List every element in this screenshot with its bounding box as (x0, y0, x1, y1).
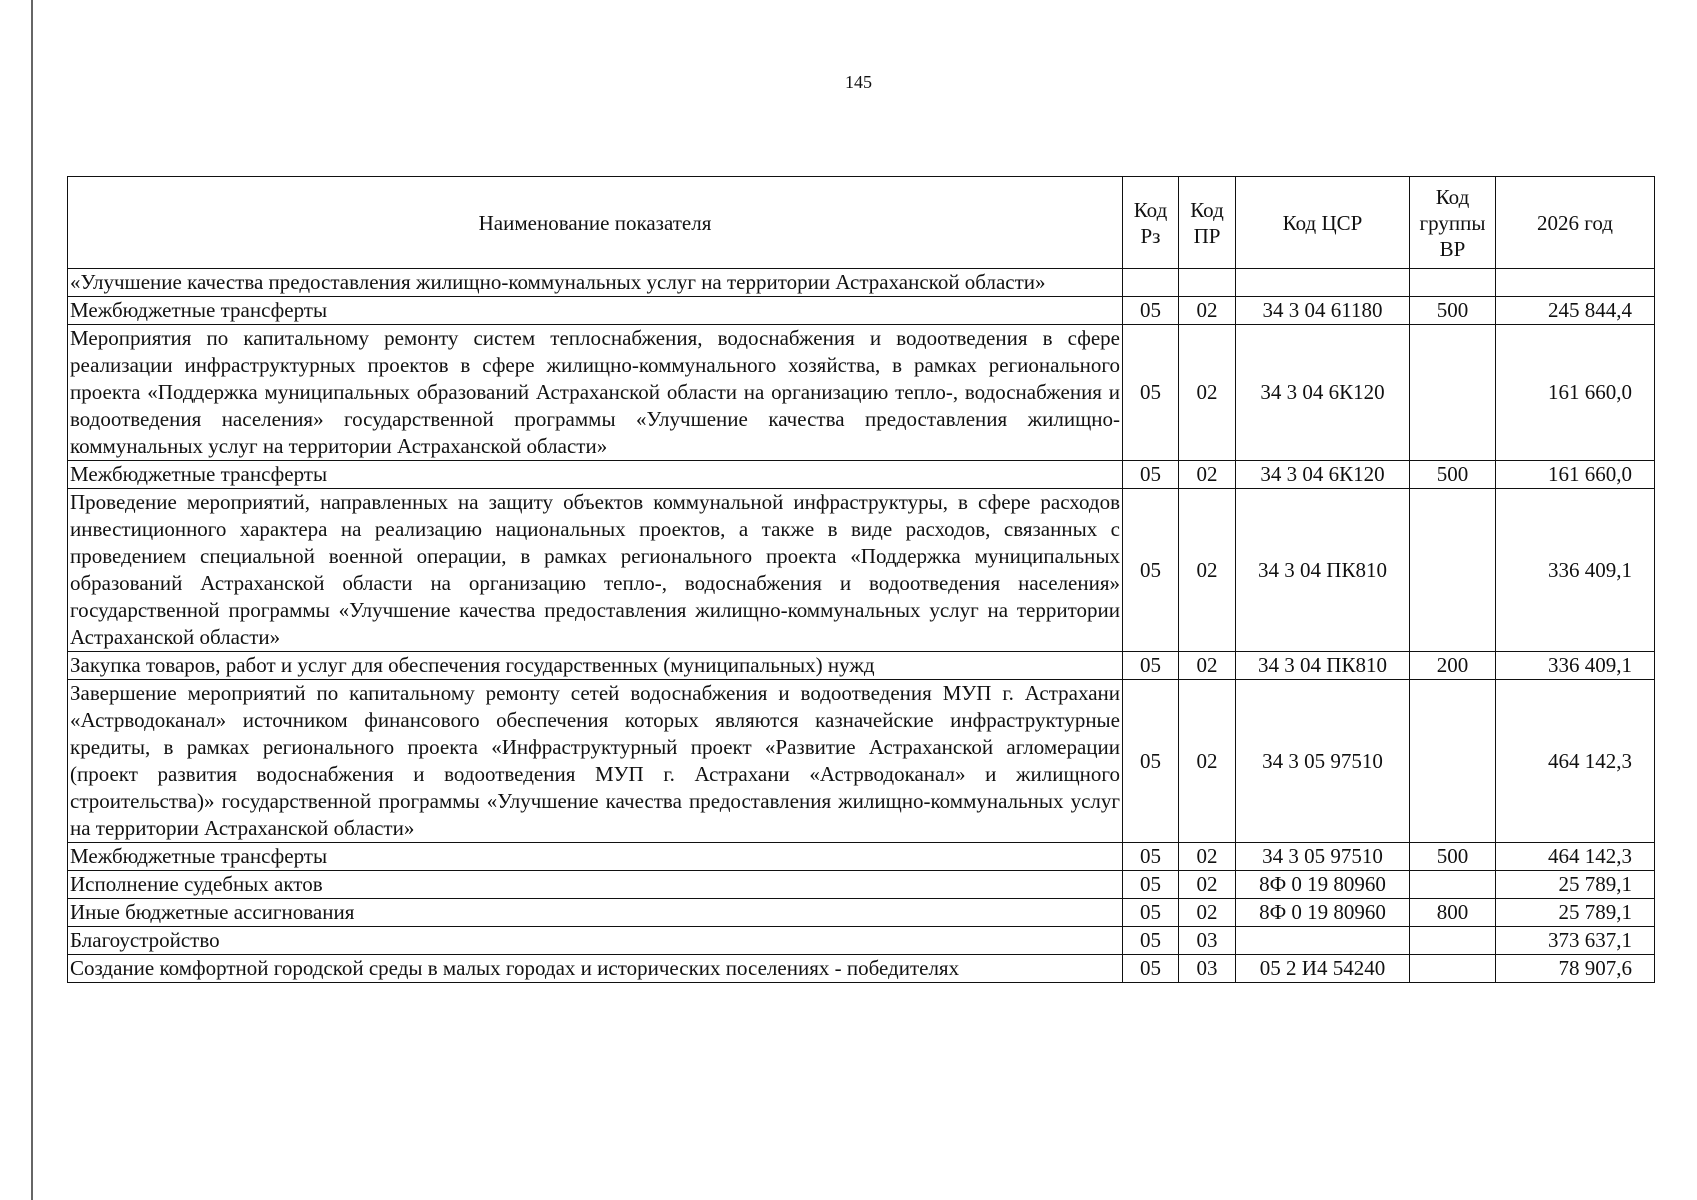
cell-rz: 05 (1123, 461, 1179, 489)
header-rz: Код Рз (1123, 177, 1179, 269)
cell-name: Завершение мероприятий по капитальному ремонту сетей водоснабжения и водоотведения МУП г. Астрахани «Астрводоканал» источником финансового обеспечения которых являются казначейские инфраструктурные кредиты, в рамках регионального проекта «Инфраструктурный проект «Развитие Астраханской агломерации (проект развития водоснабжения и водоотведения МУП г. Астрахани «Астрводоканал» и жилищного строительства)» государственной программы «Улучшение качества предоставления жилищно-коммунальных услуг на территории Астраханской области» (68, 680, 1123, 843)
cell-name: Межбюджетные трансферты (68, 297, 1123, 325)
page-number: 145 (845, 72, 872, 92)
table-header-row (68, 177, 1655, 269)
cell-rz: 05 (1123, 871, 1179, 899)
cell-rz: 05 (1123, 325, 1179, 461)
cell-rz: 05 (1123, 955, 1179, 983)
header-pr: Код ПР (1179, 177, 1236, 269)
cell-name: Закупка товаров, работ и услуг для обеспечения государственных (муниципальных) нужд (68, 652, 1123, 680)
cell-rz: 05 (1123, 297, 1179, 325)
cell-rz: 05 (1123, 680, 1179, 843)
cell-csr: 05 2 И4 54240 (1236, 955, 1410, 983)
cell-pr: 02 (1179, 871, 1236, 899)
header-vr: Код группы ВР (1410, 177, 1496, 269)
cell-csr: 8Ф 0 19 80960 (1236, 871, 1410, 899)
cell-vr: 200 (1410, 652, 1496, 680)
cell-pr: 02 (1179, 680, 1236, 843)
cell-csr: 34 3 04 61180 (1236, 297, 1410, 325)
cell-name: Создание комфортной городской среды в малых городах и исторических поселениях - победителях (68, 955, 1123, 983)
cell-amount (1496, 269, 1655, 297)
cell-pr: 02 (1179, 325, 1236, 461)
cell-amount: 161 660,0 (1496, 461, 1655, 489)
table-row (68, 899, 1655, 927)
cell-csr: 34 3 05 97510 (1236, 843, 1410, 871)
cell-name: Исполнение судебных актов (68, 871, 1123, 899)
cell-amount: 25 789,1 (1496, 899, 1655, 927)
cell-csr: 34 3 05 97510 (1236, 680, 1410, 843)
cell-vr (1410, 269, 1496, 297)
table-row (68, 297, 1655, 325)
cell-amount: 464 142,3 (1496, 680, 1655, 843)
cell-name: Межбюджетные трансферты (68, 843, 1123, 871)
cell-vr: 500 (1410, 843, 1496, 871)
cell-pr (1179, 269, 1236, 297)
table-body (68, 269, 1655, 983)
cell-amount: 464 142,3 (1496, 843, 1655, 871)
cell-rz: 05 (1123, 843, 1179, 871)
table-row (68, 489, 1655, 652)
cell-vr (1410, 927, 1496, 955)
cell-csr: 34 3 04 6К120 (1236, 325, 1410, 461)
cell-vr (1410, 680, 1496, 843)
cell-vr (1410, 871, 1496, 899)
table-row (68, 955, 1655, 983)
cell-csr (1236, 269, 1410, 297)
cell-pr: 03 (1179, 955, 1236, 983)
cell-csr: 8Ф 0 19 80960 (1236, 899, 1410, 927)
cell-pr: 02 (1179, 652, 1236, 680)
header-year: 2026 год (1496, 177, 1655, 269)
table-row (68, 269, 1655, 297)
cell-rz (1123, 269, 1179, 297)
budget-table (67, 176, 1655, 983)
table-row (68, 325, 1655, 461)
cell-name: Проведение мероприятий, направленных на защиту объектов коммунальной инфраструктуры, в сфере расходов инвестиционного характера на реализацию национальных проектов, а также в виде расходов, связанных с проведением специальной военной операции, в рамках регионального проекта «Поддержка муниципальных образований Астраханской области на организацию тепло-, водоснабжения и водоотведения населения» государственной программы «Улучшение качества предоставления жилищно-коммунальных услуг на территории Астраханской области» (68, 489, 1123, 652)
cell-name: Мероприятия по капитальному ремонту систем теплоснабжения, водоснабжения и водоотведения в сфере реализации инфраструктурных проектов в сфере жилищно-коммунального хозяйства, в рамках регионального проекта «Поддержка муниципальных образований Астраханской области на организацию тепло-, водоснабжения и водоотведения населения» государственной программы «Улучшение качества предоставления жилищно-коммунальных услуг на территории Астраханской области» (68, 325, 1123, 461)
table-row (68, 461, 1655, 489)
cell-vr (1410, 489, 1496, 652)
table-row (68, 843, 1655, 871)
cell-vr (1410, 955, 1496, 983)
cell-name: Благоустройство (68, 927, 1123, 955)
cell-amount: 336 409,1 (1496, 489, 1655, 652)
cell-name: «Улучшение качества предоставления жилищно-коммунальных услуг на территории Астраханской области» (68, 269, 1123, 297)
cell-amount: 78 907,6 (1496, 955, 1655, 983)
cell-amount: 161 660,0 (1496, 325, 1655, 461)
cell-amount: 373 637,1 (1496, 927, 1655, 955)
cell-csr: 34 3 04 ПК810 (1236, 489, 1410, 652)
cell-pr: 02 (1179, 461, 1236, 489)
cell-vr: 800 (1410, 899, 1496, 927)
table-row (68, 652, 1655, 680)
cell-vr: 500 (1410, 461, 1496, 489)
cell-pr: 02 (1179, 489, 1236, 652)
cell-pr: 03 (1179, 927, 1236, 955)
cell-rz: 05 (1123, 927, 1179, 955)
cell-pr: 02 (1179, 899, 1236, 927)
cell-csr: 34 3 04 ПК810 (1236, 652, 1410, 680)
cell-pr: 02 (1179, 297, 1236, 325)
cell-pr: 02 (1179, 843, 1236, 871)
cell-rz: 05 (1123, 489, 1179, 652)
cell-amount: 25 789,1 (1496, 871, 1655, 899)
cell-amount: 245 844,4 (1496, 297, 1655, 325)
cell-rz: 05 (1123, 652, 1179, 680)
header-csr: Код ЦСР (1236, 177, 1410, 269)
table-row (68, 871, 1655, 899)
cell-rz: 05 (1123, 899, 1179, 927)
header-name: Наименование показателя (68, 177, 1123, 269)
cell-amount: 336 409,1 (1496, 652, 1655, 680)
cell-csr (1236, 927, 1410, 955)
table-row (68, 680, 1655, 843)
cell-name: Межбюджетные трансферты (68, 461, 1123, 489)
cell-csr: 34 3 04 6К120 (1236, 461, 1410, 489)
cell-vr (1410, 325, 1496, 461)
cell-vr: 500 (1410, 297, 1496, 325)
table-row (68, 927, 1655, 955)
scan-margin-line (31, 0, 33, 1200)
cell-name: Иные бюджетные ассигнования (68, 899, 1123, 927)
